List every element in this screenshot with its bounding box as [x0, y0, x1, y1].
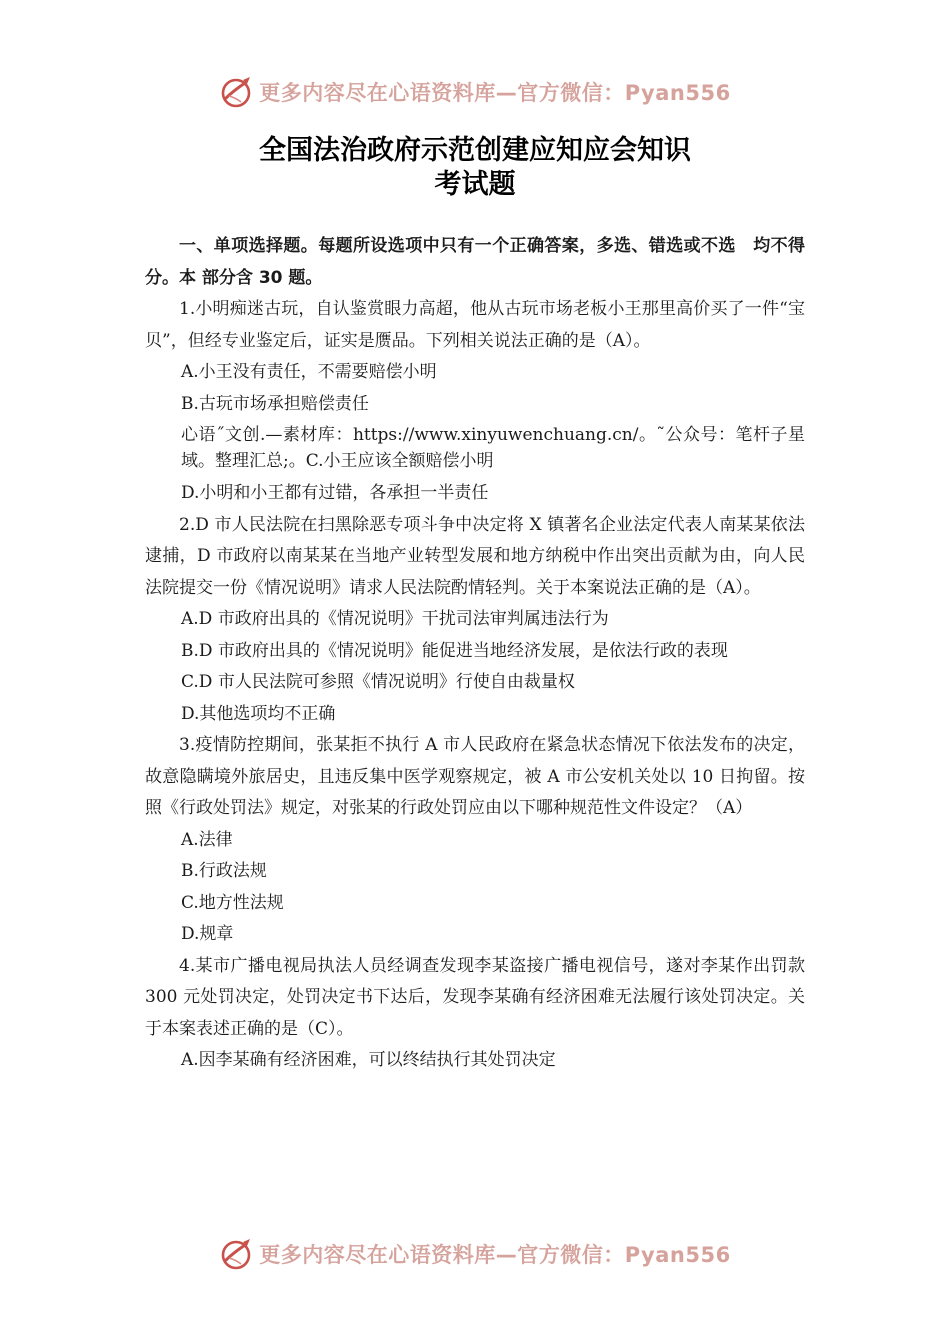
question-option: D.小明和小王都有过错，各承担一半责任: [181, 483, 489, 503]
banner-text: 更多内容尽在心语资料库—官方微信：Pyan556: [259, 1243, 731, 1267]
question-option: D.其他选项均不正确: [181, 703, 336, 724]
question-option: B.行政法规: [181, 861, 267, 881]
header-banner: [0, 72, 950, 112]
question-option: C.D 市人民法院可参照《情况说明》行使自由裁量权: [181, 672, 575, 692]
question-option: B.古玩市场承担赔偿责任: [181, 393, 369, 414]
question-option: A.法律: [181, 829, 233, 850]
question-option: C.地方性法规: [181, 892, 284, 913]
document-title-line1: 全国法治政府示范创建应知应会知识: [259, 135, 691, 166]
document-body: [145, 230, 805, 1077]
question-option: B.D 市政府出具的《情况说明》能促进当地经济发展，是依法行政的表现: [181, 640, 728, 661]
brush-logo-icon: [219, 1236, 255, 1272]
question-stem: 2.D 市人民法院在扫黑除恶专项斗争中决定将 X 镇著名企业法定代表人南某某依法逮捕，D 市政府以南某某在当地产业转型发展和地方纳税中作出突出贡献为由，向人民法院提交一份《情况说明》请求人民法院酌情轻判。关于本案说法正确的是（A）。: [145, 514, 805, 598]
footer-banner: [0, 1234, 950, 1274]
question-option: A.D 市政府出具的《情况说明》干扰司法审判属违法行为: [181, 609, 609, 629]
question-stem: 4.某市广播电视局执法人员经调查发现李某盗接广播电视信号，遂对李某作出罚款 300 元处罚决定，处罚决定书下达后，发现李某确有经济困难无法履行该处罚决定。关于本案表述正确的是（C）。: [145, 955, 805, 1039]
question-option: A.因李某确有经济困难，可以终结执行其处罚决定: [181, 1050, 556, 1070]
banner-text: 更多内容尽在心语资料库—官方微信：Pyan556: [259, 81, 731, 105]
section-heading: 一、单项选择题。每题所设选项中只有一个正确答案，多选、错选或不选 均不得分。本 部分含 30 题。: [145, 236, 805, 288]
question-option: A.小王没有责任，不需要赔偿小明: [181, 362, 437, 382]
question-stem: 1.小明痴迷古玩，自认鉴赏眼力高超，他从古玩市场老板小王那里高价买了一件“宝贝”，但经专业鉴定后，证实是赝品。下列相关说法正确的是（A）。: [145, 299, 805, 351]
question-stem: 3.疫情防控期间，张某拒不执行 A 市人民政府在紧急状态情况下依法发布的决定，故意隐瞒境外旅居史，且违反集中医学观察规定，被 A 市公安机关处以 10 日拘留。按照《行政处罚法》规定，对张某的行政处罚应由以下哪种规范性文件设定？（A）: [145, 735, 805, 818]
document-title-line2: 考试题: [434, 169, 516, 200]
watermark-note: 心语˝文创.—素材库：https://www.xinyuwenchuang.cn/。˜公众号：笔杆子星域。整理汇总;。C.小王应该全额赔偿小明: [181, 425, 805, 471]
brush-logo-icon: [219, 74, 255, 110]
question-option: D.规章: [181, 924, 234, 944]
